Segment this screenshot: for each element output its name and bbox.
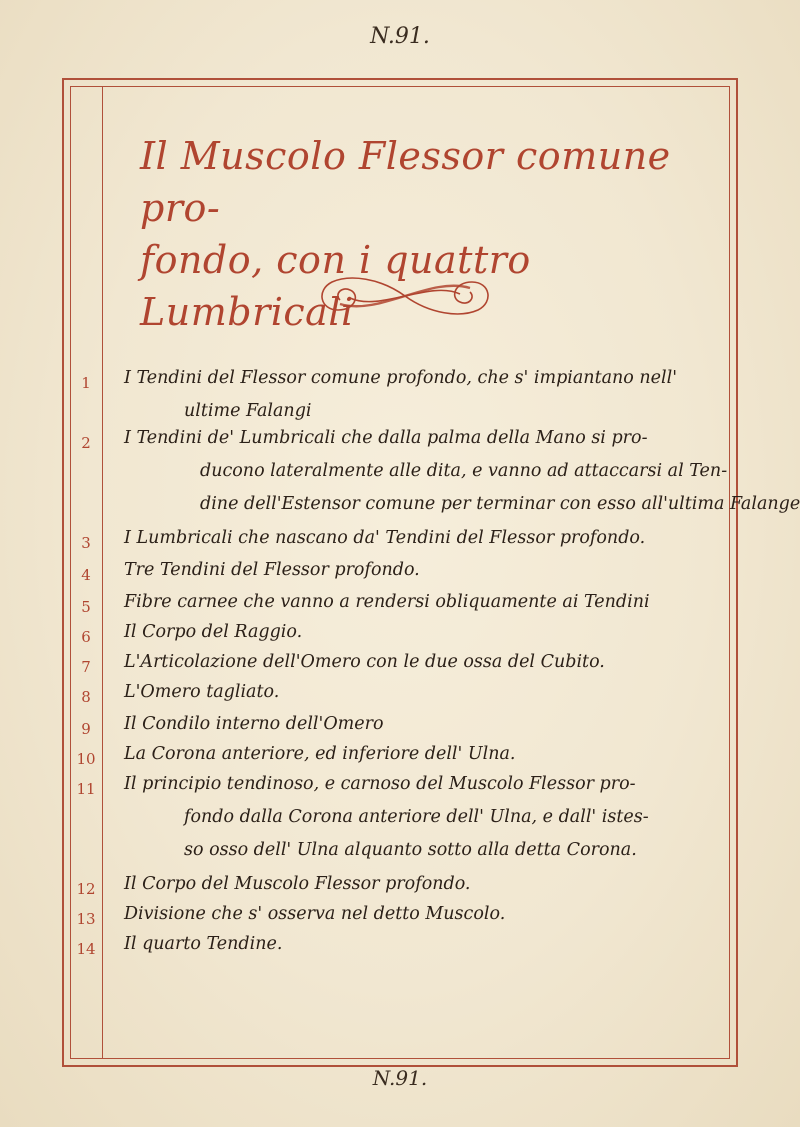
item-number: 4 xyxy=(81,566,91,584)
item-text: L'Articolazione dell'Omero con le due ossa del Cubito. xyxy=(124,652,605,672)
item-text: Tre Tendini del Flessor profondo. xyxy=(124,560,420,580)
item-text-continuation: fondo dalla Corona anteriore dell' Ulna, e dall' istes- xyxy=(184,807,649,827)
item-number: 5 xyxy=(81,598,91,616)
item-text-continuation: so osso dell' Ulna alquanto sotto alla detta Corona. xyxy=(184,840,637,860)
folio-number-top: N.91. xyxy=(370,24,430,49)
item-text: Il quarto Tendine. xyxy=(124,934,283,954)
item-text-continuation: ducono lateralmente alle dita, e vanno ad attaccarsi al Ten- xyxy=(200,461,728,481)
item-number: 12 xyxy=(76,880,96,898)
item-text: L'Omero tagliato. xyxy=(124,682,280,702)
item-number: 13 xyxy=(76,910,96,928)
item-text: I Tendini de' Lumbricali che dalla palma della Mano si pro- xyxy=(124,428,648,448)
item-number: 11 xyxy=(76,780,96,798)
item-number: 2 xyxy=(81,434,91,452)
item-text: I Tendini del Flessor comune profondo, che s' impiantano nell' xyxy=(124,368,678,388)
item-number: 1 xyxy=(81,374,91,392)
item-text: Fibre carnee che vanno a rendersi obliquamente ai Tendini xyxy=(124,592,650,612)
title-line-2: fondo, con i quattro Lumbricali xyxy=(140,238,531,334)
folio-number-bottom: N.91. xyxy=(372,1066,428,1090)
item-text: La Corona anteriore, ed inferiore dell' Ulna. xyxy=(124,744,516,764)
item-number: 3 xyxy=(81,534,91,552)
item-text: Il Corpo del Muscolo Flessor profondo. xyxy=(124,874,471,894)
item-number: 8 xyxy=(81,688,91,706)
item-text-continuation: ultime Falangi xyxy=(184,401,312,421)
item-number: 14 xyxy=(76,940,96,958)
item-text-continuation: dine dell'Estensor comune per terminar con esso all'ultima Falange xyxy=(200,494,800,514)
item-text: Divisione che s' osserva nel detto Muscolo. xyxy=(124,904,506,924)
item-text: I Lumbricali che nascano da' Tendini del Flessor profondo. xyxy=(124,528,646,548)
title-line-1: Il Muscolo Flessor comune pro- xyxy=(140,134,671,230)
item-number: 6 xyxy=(81,628,91,646)
item-text: Il Condilo interno dell'Omero xyxy=(124,714,384,734)
item-number: 7 xyxy=(81,658,91,676)
item-text: Il Corpo del Raggio. xyxy=(124,622,303,642)
item-number: 10 xyxy=(76,750,96,768)
item-text: Il principio tendinoso, e carnoso del Muscolo Flessor pro- xyxy=(124,774,636,794)
item-number: 9 xyxy=(81,720,91,738)
